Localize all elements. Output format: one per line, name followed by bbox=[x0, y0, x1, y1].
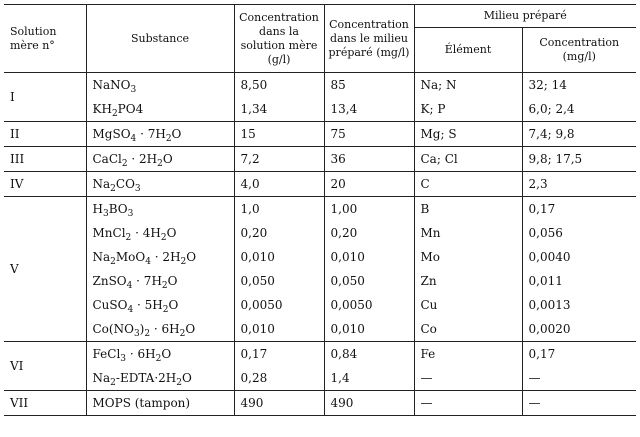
conc-stock-cell: 0,17 bbox=[234, 342, 324, 367]
conc-medium-cell: 0,20 bbox=[324, 221, 414, 245]
element-cell: Mo bbox=[414, 245, 522, 269]
conc-medium-cell: 85 bbox=[324, 73, 414, 98]
table-body bbox=[4, 73, 636, 416]
table-row bbox=[4, 73, 636, 98]
conc-medium-cell: 20 bbox=[324, 172, 414, 197]
conc-stock-cell: 0,20 bbox=[234, 221, 324, 245]
table-row bbox=[4, 391, 636, 416]
conc-element-cell: 2,3 bbox=[522, 172, 636, 197]
conc-medium-cell: 75 bbox=[324, 122, 414, 147]
conc-stock-cell: 7,2 bbox=[234, 147, 324, 172]
conc-medium-cell: 1,00 bbox=[324, 197, 414, 222]
table-row bbox=[4, 269, 636, 293]
element-cell: Na; N bbox=[414, 73, 522, 98]
substance-cell: MOPS (tampon) bbox=[86, 391, 234, 416]
element-cell: Mn bbox=[414, 221, 522, 245]
substance-cell: MnCl$_2$ · $4H_2O$ bbox=[86, 221, 234, 245]
conc-element-cell: — bbox=[522, 366, 636, 391]
substance-cell: CaCl$_2$ · $2H_2O$ bbox=[86, 147, 234, 172]
conc-medium-cell: 1,4 bbox=[324, 366, 414, 391]
conc-medium-cell: 0,050 bbox=[324, 269, 414, 293]
conc-element-cell: 7,4; 9,8 bbox=[522, 122, 636, 147]
element-cell: K; P bbox=[414, 97, 522, 122]
element-cell: C bbox=[414, 172, 522, 197]
conc-element-cell: 32; 14 bbox=[522, 73, 636, 98]
composition-table bbox=[4, 4, 636, 416]
header-conc-medium: Concentration dans le milieu préparé (mg/l) bbox=[324, 5, 414, 73]
substance-cell: CuSO$_4$ · $5H_2O$ bbox=[86, 293, 234, 317]
element-cell: B bbox=[414, 197, 522, 222]
solution-number: I bbox=[4, 73, 86, 122]
table-row bbox=[4, 97, 636, 122]
element-cell: Co bbox=[414, 317, 522, 342]
substance-cell: $KH_2PO4$ bbox=[86, 97, 234, 122]
conc-element-cell: 0,056 bbox=[522, 221, 636, 245]
conc-element-cell: — bbox=[522, 391, 636, 416]
conc-medium-cell: 0,010 bbox=[324, 317, 414, 342]
conc-stock-cell: 490 bbox=[234, 391, 324, 416]
element-cell: Zn bbox=[414, 269, 522, 293]
element-cell: — bbox=[414, 391, 522, 416]
header-milieu: Milieu préparé bbox=[414, 5, 636, 28]
table-row bbox=[4, 197, 636, 222]
conc-stock-cell: 1,34 bbox=[234, 97, 324, 122]
element-cell: Mg; S bbox=[414, 122, 522, 147]
conc-element-cell: 0,0020 bbox=[522, 317, 636, 342]
substance-cell: MgSO$_4$ · $7H_2O$ bbox=[86, 122, 234, 147]
table-row bbox=[4, 172, 636, 197]
header-solution: Solution mère n° bbox=[4, 5, 86, 73]
conc-medium-cell: 36 bbox=[324, 147, 414, 172]
solution-number: III bbox=[4, 147, 86, 172]
substance-cell: $H_3BO_3$ bbox=[86, 197, 234, 222]
solution-number: IV bbox=[4, 172, 86, 197]
conc-element-cell: 0,17 bbox=[522, 197, 636, 222]
conc-element-cell: 9,8; 17,5 bbox=[522, 147, 636, 172]
conc-medium-cell: 0,010 bbox=[324, 245, 414, 269]
substance-cell: $Na_2CO_3$ bbox=[86, 172, 234, 197]
conc-stock-cell: 0,050 bbox=[234, 269, 324, 293]
table-row bbox=[4, 147, 636, 172]
header-conc-stock: Concentration dans la solution mère (g/l) bbox=[234, 5, 324, 73]
solution-number: V bbox=[4, 197, 86, 342]
conc-stock-cell: 8,50 bbox=[234, 73, 324, 98]
conc-stock-cell: 0,0050 bbox=[234, 293, 324, 317]
substance-cell: ZnSO$_4$ · $7H_2O$ bbox=[86, 269, 234, 293]
conc-stock-cell: 0,010 bbox=[234, 317, 324, 342]
conc-stock-cell: 0,28 bbox=[234, 366, 324, 391]
conc-element-cell: 0,011 bbox=[522, 269, 636, 293]
conc-stock-cell: 0,010 bbox=[234, 245, 324, 269]
table-row bbox=[4, 221, 636, 245]
conc-medium-cell: 490 bbox=[324, 391, 414, 416]
substance-cell: $Na_2-EDTA\cdot 2H_2O$ bbox=[86, 366, 234, 391]
substance-cell: FeCl$_3$ · $6H_2O$ bbox=[86, 342, 234, 367]
table-row bbox=[4, 317, 636, 342]
conc-element-cell: 0,0040 bbox=[522, 245, 636, 269]
conc-element-cell: 0,0013 bbox=[522, 293, 636, 317]
conc-element-cell: 6,0; 2,4 bbox=[522, 97, 636, 122]
header-substance: Substance bbox=[86, 5, 234, 73]
conc-medium-cell: 13,4 bbox=[324, 97, 414, 122]
table-row bbox=[4, 122, 636, 147]
header-element: Élément bbox=[414, 28, 522, 73]
table-row bbox=[4, 245, 636, 269]
conc-stock-cell: 15 bbox=[234, 122, 324, 147]
conc-medium-cell: 0,84 bbox=[324, 342, 414, 367]
solution-number: II bbox=[4, 122, 86, 147]
element-cell: — bbox=[414, 366, 522, 391]
solution-number: VII bbox=[4, 391, 86, 416]
table-row bbox=[4, 366, 636, 391]
substance-cell: $Na_2MoO_4 \cdot 2H_2O$ bbox=[86, 245, 234, 269]
element-cell: Ca; Cl bbox=[414, 147, 522, 172]
header-conc-element: Concentration (mg/l) bbox=[522, 28, 636, 73]
element-cell: Cu bbox=[414, 293, 522, 317]
element-cell: Fe bbox=[414, 342, 522, 367]
table-row bbox=[4, 342, 636, 367]
conc-stock-cell: 1,0 bbox=[234, 197, 324, 222]
conc-stock-cell: 4,0 bbox=[234, 172, 324, 197]
solution-number: VI bbox=[4, 342, 86, 391]
conc-element-cell: 0,17 bbox=[522, 342, 636, 367]
conc-medium-cell: 0,0050 bbox=[324, 293, 414, 317]
substance-cell: NaNO$_3$ bbox=[86, 73, 234, 98]
substance-cell: $Co(NO_3)_2 \cdot 6H_2O$ bbox=[86, 317, 234, 342]
table-row bbox=[4, 293, 636, 317]
